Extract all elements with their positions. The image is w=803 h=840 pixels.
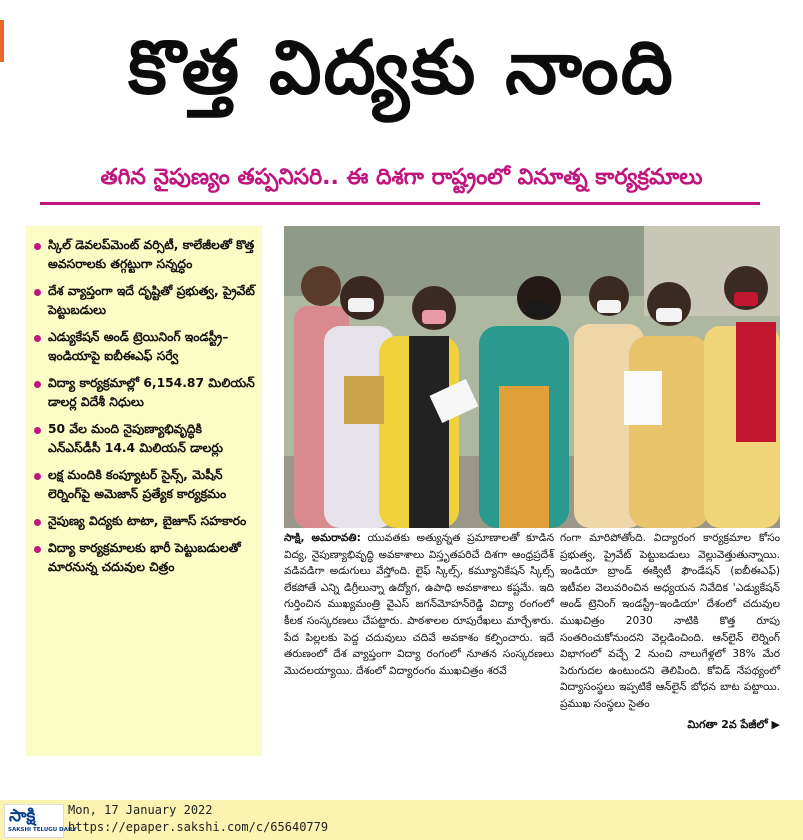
highlight-item: స్కిల్ డెవలప్‌మెంట్ వర్సిటీ, కాలేజీలతో కొత్త అవసరాలకు తగ్గట్టుగా సన్నద్ధం: [34, 236, 256, 274]
article-text: గంగా మారిపోతోంది. విద్యారంగ కార్యక్రమాల కోసం ప్రభుత్వ, ప్రైవేట్ పెట్టుబడులు వెల్లువెత్తుతున్నాయి. ఇండియా బ్రాండ్ ఈక్విటీ ఫౌండేషన్ (ఐబీఈఎఫ్) ఇటీవల వెలువరించిన అధ్యయన నివేదిక 'ఎడ్యుకేషన్ అండ్ ట్రెనింగ్ ఇండస్ట్రీ–ఇండియా' దేశంలో చదువుల ముఖచిత్రం 2030 నాటికి కొత్త రూపు సంతరించుకోనుందని వెల్లడించింది. ఆన్‌లైన్ లెర్నింగ్ విభాగంలో వచ్చే 2 నుంచి నాలుగేళ్లలో 38% మేర పెరుగుదల ఉంటుందని తెలిపింది. కోవిడ్ నేపథ్యంలో విద్యాసంస్థలు ఇప్పటికే ఆన్‌లైన్ బోధన బాట పట్టాయి. ప్రముఖ సంస్థలు సైతం: [560, 532, 780, 710]
edition-date: Mon, 17 January 2022: [68, 803, 213, 817]
article-text: యువతకు అత్యున్నత ప్రమాణాలతో కూడిన విద్య, నైపుణ్యాభివృద్ధి అవకాశాలు విస్తృతపరిచే దిశగా ఆంధ్రప్రదేశ్ వడివడిగా అడుగులు వేస్తోంది. లైఫ్ స్కిల్స్, కమ్యూనికేషన్ స్కిల్స్ లేకపోతే ఎన్ని డిగ్రీలున్నా ఉద్యోగ, ఉపాధి అవకాశాలు కష్టమే. ఇది గుర్తించిన ముఖ్యమంత్రి వైఎస్ జగన్‌మోహన్‌రెడ్డి విద్యా రంగంలో కీలక సంస్కరణలు చేపట్టారు. పాఠశాలల రూపురేఖలు మార్చేశారు. పేద పిల్లలకు పెద్ద చదువులు చదివే అవకాశం కల్పించారు. ఇదే తరుణంలో దేశ వ్యాప్తంగా విద్యా రంగంలో నూతన సంస్కరణలు మొదలయ్యాయి. దేశంలో విద్యారంగం ముఖచిత్రం శరవే: [284, 532, 555, 677]
subheadline-underline: [40, 202, 760, 205]
article-byline: సాక్షి, అమరావతి:: [284, 532, 361, 544]
highlight-item: 50 వేల మంది నైపుణ్యాభివృద్ధికి ఎన్ఎస్‌డీసీ 14.4 మిలియన్ డాలర్లు: [34, 420, 256, 458]
subheadline: తగిన నైపుణ్యం తప్పనిసరి.. ఈ దిశగా రాష్ట్రంలో వినూత్న కార్యక్రమాలు: [100, 165, 703, 190]
headline: కొత్త విద్యకు నాంది: [128, 25, 675, 111]
highlight-item: దేశ వ్యాప్తంగా ఇదే దృష్టితో ప్రభుత్వ, ప్రైవేట్ పెట్టుబడులు: [34, 282, 256, 320]
logo-text: సాక్షి: [9, 806, 36, 826]
page-footer: [0, 800, 803, 840]
article-column-2: [560, 530, 780, 733]
highlight-item: నైపుణ్య విద్యకు టాటా, బైజూస్ సహకారం: [34, 512, 256, 531]
highlight-item: లక్ష మందికి కంప్యూటర్ సైన్స్, మెషీన్ లెర్నింగ్‌పై అమెజాన్ ప్రత్యేక కార్యక్రమం: [34, 466, 256, 504]
news-photo: [284, 226, 780, 528]
students-photo-illustration: [284, 226, 780, 528]
logo-subtext: SAKSHI TELUGU DAILY: [8, 827, 77, 833]
highlight-item: ఎడ్యుకేషన్ అండ్ ట్రెయినింగ్ ఇండస్ట్రీ–ఇండియాపై ఐబీఈఎఫ్ సర్వే: [34, 328, 256, 366]
epaper-url[interactable]: https://epaper.sakshi.com/c/65640779: [68, 820, 329, 834]
sakshi-logo: [4, 804, 77, 838]
article-column-1: [284, 530, 554, 679]
highlight-item: విద్యా కార్యక్రమాల్లో 6,154.87 మిలియన్ డాలర్ల విదేశీ నిధులు: [34, 374, 256, 412]
highlight-item: విద్యా కార్యక్రమాలకు భారీ పెట్టుబడులతో మారనున్న చదువుల చిత్రం: [34, 539, 256, 577]
highlights-box: [26, 226, 262, 756]
continued-on-page: మిగతా 2వ పేజీలో ▶: [687, 717, 780, 731]
